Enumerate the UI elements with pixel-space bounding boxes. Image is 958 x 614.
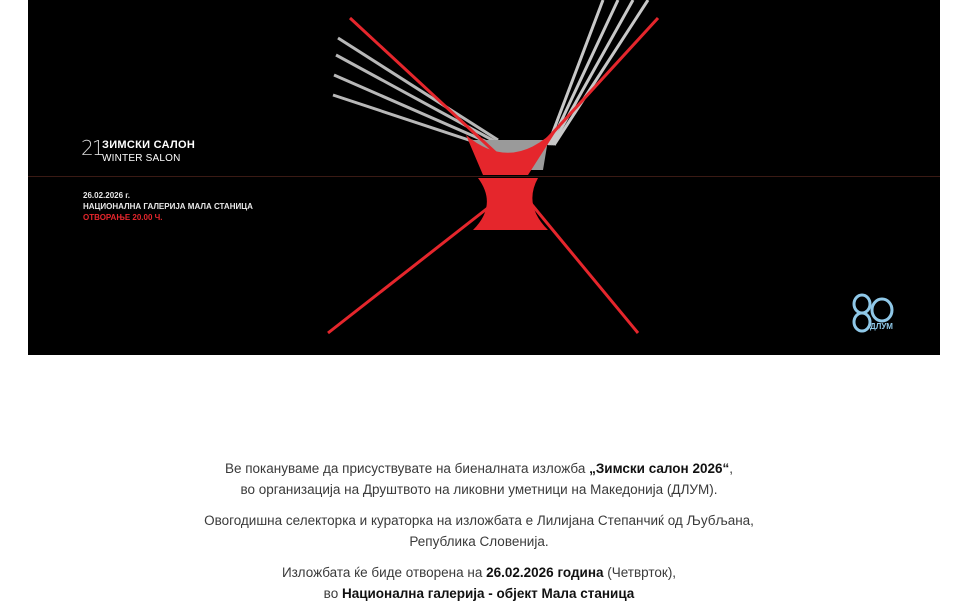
p2-line2: Република Словенија.: [409, 534, 549, 549]
invitation-paragraph-1: [0, 458, 958, 500]
edition-number: 21: [81, 136, 103, 160]
event-info: [83, 190, 253, 223]
invitation-paragraph-3: [0, 562, 958, 604]
opening-date: 26.02.2026 година: [486, 565, 604, 580]
title-en: WINTER SALON: [102, 153, 181, 164]
event-title: [102, 139, 195, 165]
p3-weekday: (Четврток),: [603, 565, 677, 580]
event-venue: НАЦИОНАЛНА ГАЛЕРИЈА МАЛА СТАНИЦА: [83, 202, 253, 211]
p2-line1: Овогодишна селекторка и кураторка на изложбата е Лилијана Степанчиќ од Љубљана,: [204, 513, 754, 528]
invitation-text: [0, 458, 958, 614]
winter-salon-artwork: [28, 0, 940, 355]
p1-punct: ,: [729, 461, 734, 476]
event-opening-time: ОТВОРАЊЕ 20.00 Ч.: [83, 213, 163, 222]
event-banner: [28, 0, 940, 355]
invitation-paragraph-2: [0, 510, 958, 552]
venue-name: Национална галерија - објект Мала станица: [341, 586, 635, 601]
title-mk: ЗИМСКИ САЛОН: [102, 139, 196, 151]
horizon-line: [28, 176, 940, 177]
p1-line2: во организација на Друштвото на ликовни уметници на Македонија (ДЛУМ).: [240, 482, 718, 497]
exhibition-name: „Зимски салон 2026“: [589, 461, 730, 476]
p1-text: Ве покануваме да присуствувате на биеналната изложба: [224, 461, 590, 476]
event-date: 26.02.2026 г.: [83, 191, 131, 200]
p3-line2-pre: во: [323, 586, 342, 601]
dlum-logo-label: ДЛУМ: [870, 322, 893, 331]
p3-text: Изложбата ќе биде отворена на: [281, 565, 487, 580]
